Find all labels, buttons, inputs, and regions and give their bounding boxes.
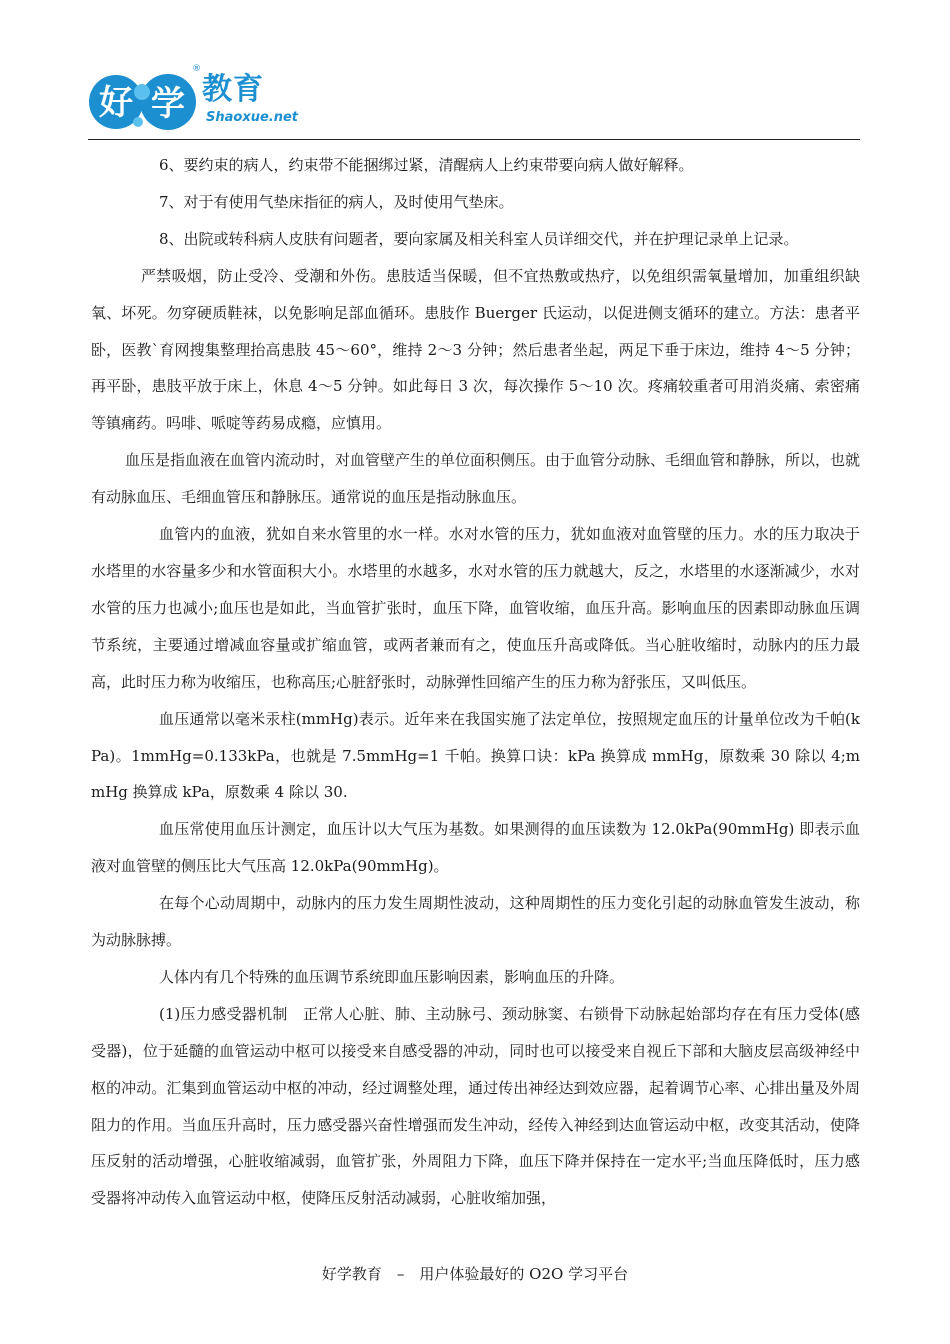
paragraph-item-8: 8、出院或转科病人皮肤有问题者，要向家属及相关科室人员详细交代，并在护理记录单上记录。 — [159, 229, 799, 248]
paragraph-item-6: 6、要约束的病人，约束带不能捆绑过紧，清醒病人上约束带要向病人做好解释。 — [159, 156, 694, 174]
header-divider — [88, 139, 860, 140]
paragraph-regulation-intro: 人体内有几个特殊的血压调节系统即血压影响因素，影响血压的升降。 — [159, 967, 625, 986]
registered-mark: ® — [192, 64, 201, 74]
paragraph-item-7: 7、对于有使用气垫床指征的病人，及时使用气垫床。 — [159, 192, 514, 211]
paragraph-care-advice: 严禁吸烟，防止受冷、受潮和外伤。患肢适当保暖，但不宜热敷或热疗，以免组织需氧量增加，加重组织缺氧、坏死。勿穿硬质鞋袜，以免影响足部血循环。患肢作 Buerger 氏运动，以促进侧支循环的建立。方法：患者平卧，医教`育网搜集整理抬高患肢 45～60°，维持 2～3 分钟；然后患者坐起，两足下垂于床边，维持 4～5 分钟；再平卧，患肢平放于床上，休息 4～5 分钟。如此每日 3 次，每次操作 5～10 次。疼痛较重者可用消炎痛、索密痛等镇痛药。吗啡、哌啶等药易成瘾，应慎用。 — [91, 266, 860, 433]
logo-text-en: Shaoxue.net — [206, 110, 299, 125]
document-body — [91, 147, 860, 1217]
paragraph-water-analogy: 血管内的血液，犹如自来水管里的水一样。水对水管的压力，犹如血液对血管壁的压力。水的压力取决于水塔里的水容量多少和水管面积大小。水塔里的水越多，水对水管的压力就越大，反之，水塔里的水逐渐减少，水对水管的压力也减小;血压也是如此，当血管扩张时，血压下降，血管收缩，血压升高。影响血压的因素即动脉血压调节系统，主要通过增减血容量或扩缩血管，或两者兼而有之，使血压升高或降低。当心脏收缩时，动脉内的压力最高，此时压力称为收缩压，也称高压;心脏舒张时，动脉弹性回缩产生的压力称为舒张压，又叫低压。 — [91, 525, 860, 691]
page-footer: 好学教育 – 用户体验最好的 O2O 学习平台 — [321, 1265, 629, 1283]
paragraph-measurement: 血压常使用血压计测定，血压计以大气压为基数。如果测得的血压读数为 12.0kPa(90mmHg) 即表示血液对血管壁的侧压比大气压高 12.0kPa(90mmHg)。 — [91, 820, 860, 876]
logo-char-1: 好 — [99, 83, 133, 123]
paragraph-baroreceptor: (1)压力感受器机制 正常人心脏、肺、主动脉弓、颈动脉窦、右锁骨下动脉起始部均存在有压力受体(感受器)，位于延髓的血管运动中枢可以接受来自感受器的冲动，同时也可以接受来自视丘下部和大脑皮层高级神经中枢的冲动。汇集到血管运动中枢的冲动，经过调整处理，通过传出神经达到效应器，起着调节心率、心排出量及外周阻力的作用。当血压升高时，压力感受器兴奋性增强而发生冲动，经传入神经到达血管运动中枢，改变其活动，使降压反射的活动增强，心脏收缩减弱，血管扩张，外周阻力下降，血压下降并保持在一定水平;当血压降低时，压力感受器将冲动传入血管运动中枢，使降压反射活动减弱，心脏收缩加强， — [91, 1004, 860, 1208]
paragraph-units: 血压通常以毫米汞柱(mmHg)表示。近年来在我国实施了法定单位，按照规定血压的计量单位改为千帕(kPa)。1mmHg=0.133kPa，也就是 7.5mmHg=1 千帕。换算口诀：kPa 换算成 mmHg，原数乘 30 除以 4;mmHg 换算成 kPa，原数乘 4 除以 30. — [91, 709, 860, 802]
logo-char-2: 学 — [151, 84, 185, 124]
logo-bubbles-graphic — [88, 62, 200, 140]
paragraph-blood-pressure-definition: 血压是指血液在血管内流动时，对血管壁产生的单位面积侧压。由于血管分动脉、毛细血管和静脉，所以，也就有动脉血压、毛细血管压和静脉压。通常说的血压是指动脉血压。 — [91, 451, 861, 507]
logo-text-cn: 教育 — [202, 72, 264, 107]
paragraph-pulse: 在每个心动周期中，动脉内的压力发生周期性波动，这种周期性的压力变化引起的动脉血管发生波动，称为动脉脉搏。 — [91, 894, 860, 950]
brand-logo — [88, 62, 298, 142]
